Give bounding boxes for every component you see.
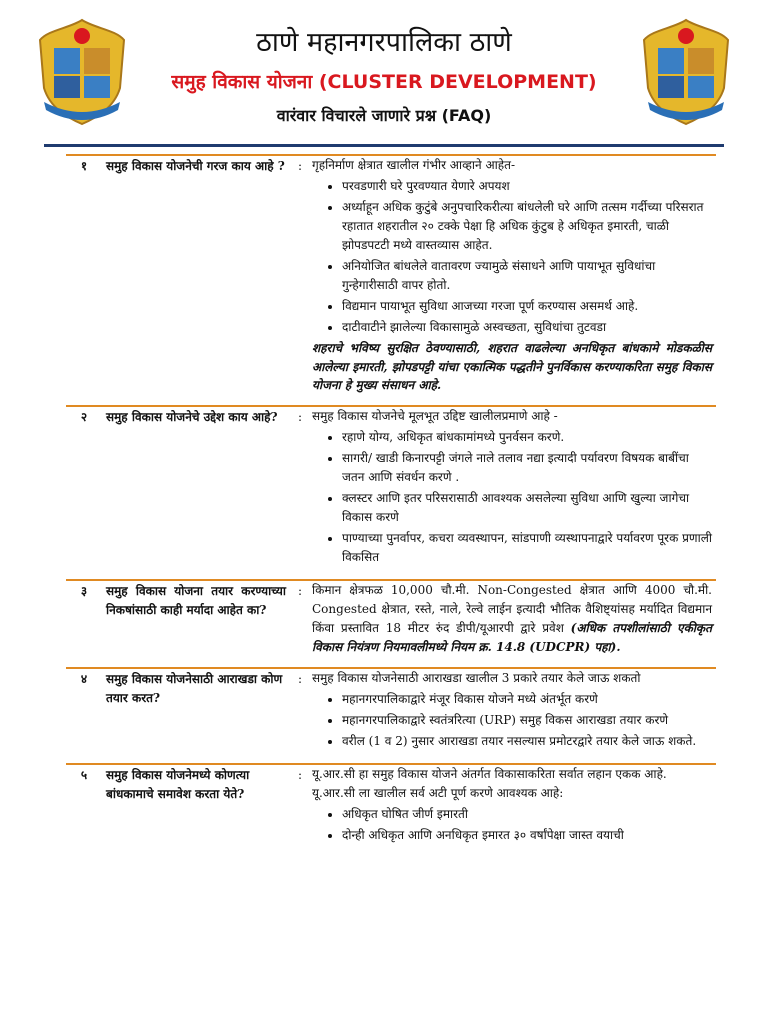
list-item: • महानगरपालिकाद्वारे मंजूर विकास योजने मध्ये अंतर्भूत करणे: [342, 690, 712, 709]
answer-intro: समुह विकास योजनेचे मूलभूत उद्दिष्ट खालीलप्रमाणे आहे -: [312, 409, 558, 424]
list-item: • विद्यमान पायाभूत सुविधा आजच्या गरजा पूर्ण करण्यास असमर्थ आहे.: [342, 297, 712, 316]
header-divider: [44, 144, 724, 147]
faq-answer: [308, 406, 716, 580]
faq-number: ५: [80, 767, 88, 782]
faq-colon: :: [297, 767, 303, 782]
faq-row: [66, 764, 716, 857]
faq-colon: :: [297, 584, 303, 599]
faq-row: [66, 155, 716, 406]
faq-answer: [308, 668, 716, 764]
list-item: • अधिकृत घोषित जीर्ण इमारती: [342, 805, 712, 824]
answer-conclusion: शहराचे भविष्य सुरक्षित ठेवण्यासाठी, शहरात वाढलेल्या अनधिकृत बांधकामे मोडकळीस आलेल्या इमारती, झोपडपट्टी यांचा एकात्मिक पद्धतीने पुनर्विकास करण्याकरिता समुह विकास योजना हे मुख्य संसाधन आहे.: [312, 340, 712, 393]
answer-note: (अधिक तपशीलांसाठी एकीकृत विकास नियंत्रण नियमावलीमध्ये नियम क्र. 14.8 (UDCPR) पहा).: [312, 620, 712, 654]
faq-answer: [308, 764, 716, 857]
faq-colon: :: [297, 410, 303, 425]
list-item: • दोन्ही अधिकृत आणि अनधिकृत इमारत ३० वर्षांपेक्षा जास्त वयाची: [342, 826, 712, 845]
faq-question: समुह विकास योजनेचे उद्देश काय आहे?: [106, 410, 278, 425]
list-item: • दाटीवाटीने झालेल्या विकासामुळे अस्वच्छता, सुविधांचा तुटवडा: [342, 318, 712, 337]
list-item: • अनियोजित बांधलेले वातावरण ज्यामुळे संसाधने आणि पायाभूत सुविधांचा गुन्हेगारीसाठी वापर होतो.: [342, 257, 712, 295]
faq-row: [66, 406, 716, 580]
list-item: • अर्ध्याहून अधिक कुटुंबे अनुपचारिकरीत्या बांधलेली घरे आणि तत्सम गर्दीच्या परिसरात रहातात शहरातील २० टक्के पेक्षा हि अधिक कुंटुब हे अधिकृत इमारती, चाळी झोपडपटटी मध्ये वास्तव्यास आहेत.: [342, 198, 712, 255]
answer-text: किमान क्षेत्रफळ 10,000 चौ.मी. Non-Congested क्षेत्रात आणि 4000 चौ.मी. Congested क्षेत्रात, रस्ते, नाले, रेल्वे लाईन इत्यादी भौतिक वैशिष्ट्यांसह मर्यादित विद्यमान किंवा प्रस्तावित 18 मीटर रुंद डीपी/यूआरपी द्वारे प्रवेश: [312, 583, 712, 635]
faq-table: [66, 154, 716, 857]
list-item: • परवडणारी घरे पुरवण्यात येणारे अपयश: [342, 177, 712, 196]
answer-list: [312, 428, 712, 567]
faq-number: ३: [80, 584, 88, 599]
list-item: • सागरी/ खाडी किनारपट्टी जंगले नाले तलाव नद्या इत्यादी पर्यावरण विषयक बाबींचा जतन आणि संवर्धन करणे .: [342, 449, 712, 487]
answer-intro: समुह विकास योजनेसाठी आराखडा खालील 3 प्रकारे तयार केले जाऊ शकतो: [312, 670, 641, 685]
faq-number: १: [80, 159, 88, 173]
answer-list: [312, 690, 712, 751]
list-item: • वरील (1 व 2) नुसार आराखडा तयार नसल्यास प्रमोटरद्वारे तयार केले जाऊ शकते.: [342, 732, 712, 751]
list-item: • क्लस्टर आणि इतर परिसरासाठी आवश्यक असलेल्या सुविधा आणि खुल्या जागेचा विकास करणे: [342, 489, 712, 527]
faq-answer: [308, 580, 716, 668]
page-title: ठाणे महानगरपालिका ठाणे: [256, 27, 512, 58]
faq-question: समुह विकास योजना तयार करण्याच्या निकषांसाठी काही मर्यादा आहेत का?: [106, 584, 286, 618]
faq-question: समुह विकास योजनेमध्ये कोणत्या बांधकामाचे समावेश करता येते?: [106, 767, 250, 801]
faq-heading: वारंवार विचारले जाणारे प्रश्न (FAQ): [276, 106, 492, 125]
faq-row: [66, 668, 716, 764]
faq-colon: :: [297, 671, 303, 686]
list-item: • महानगरपालिकाद्वारे स्वतंत्ररित्या (URP) समुह विकस आराखडा तयार करणे: [342, 711, 712, 730]
faq-question: समुह विकास योजनेसाठी आराखडा कोण तयार करत?: [106, 671, 283, 705]
faq-answer: [308, 155, 716, 406]
faq-question: समुह विकास योजनेची गरज काय आहे ?: [106, 159, 285, 173]
list-item: • रहाणे योग्य, अधिकृत बांधकामांमध्ये पुनर्वसन करणे.: [342, 428, 712, 447]
answer-intro: यू.आर.सी हा समुह विकास योजने अंतर्गत विकासाकरिता सर्वात लहान एकक आहे. यू.आर.सी ला खालील सर्व अटी पूर्ण करणे आवश्यक आहे:: [312, 766, 667, 800]
faq-colon: :: [297, 159, 303, 173]
faq-number: ४: [80, 671, 88, 686]
list-item: • पाण्याच्या पुनर्वापर, कचरा व्यवस्थापन, सांडपाणी व्यस्थापनाद्वारे पर्यावरण पूरक प्रणाली विकसित: [342, 529, 712, 567]
faq-row: [66, 580, 716, 668]
answer-list: [312, 805, 712, 845]
page-subtitle: समुह विकास योजना (CLUSTER DEVELOPMENT): [171, 71, 597, 93]
answer-intro: गृहनिर्माण क्षेत्रात खालील गंभीर आव्हाने आहेत-: [312, 158, 516, 172]
faq-number: २: [80, 410, 88, 425]
answer-list: [312, 177, 712, 337]
